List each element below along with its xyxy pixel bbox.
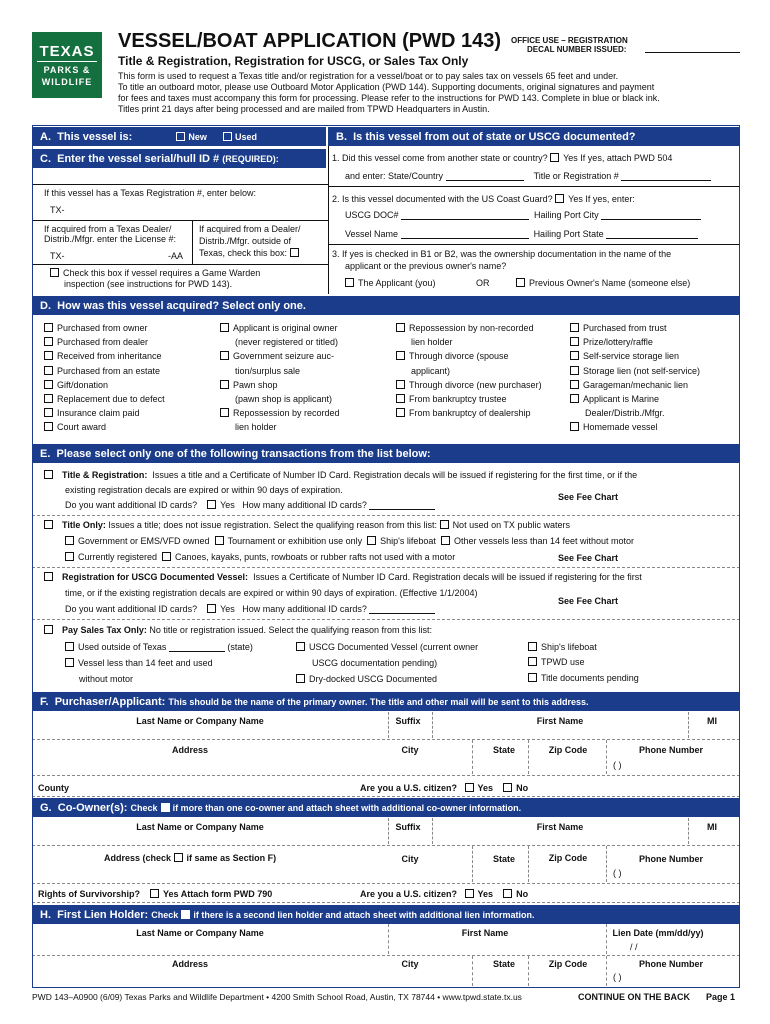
title-pending-label: Title documents pending <box>541 673 639 683</box>
out-dealer-2: Distrib./Mfgr. outside of <box>199 236 292 246</box>
g-citizen-label: Are you a U.S. citizen? <box>360 889 458 899</box>
g-last-name-label: Last Name or Company Name <box>136 822 264 832</box>
acquired-option-label: lien holder <box>411 337 453 348</box>
b-q2-text: 2. Is this vessel documented with the US Coast Guard? <box>332 194 553 204</box>
h-lien-date-label: Lien Date (mm/dd/yy) <box>612 928 704 938</box>
intro-line: To title an outboard motor, please use Outboard Motor Application (PWD 144). Supporting documents, original signatures and payment <box>118 82 655 92</box>
st-uscg-label: USCG Documented Vessel (current owner <box>309 642 479 652</box>
section-label: Please select only one of the following transactions from the list below: <box>56 447 431 460</box>
section-label: Co-Owner(s): <box>57 801 128 814</box>
tr-fee-chart: See Fee Chart <box>558 492 619 502</box>
section-note: if more than one co-owner and attach sheet with additional co-owner information. <box>172 802 522 813</box>
acquired-option-label: Insurance claim paid <box>57 408 140 419</box>
acquired-option-label: Self-service storage lien <box>583 351 680 362</box>
acquired-option-label: Purchased from dealer <box>57 337 149 348</box>
uscg-doc-label: USCG DOC# <box>345 210 399 220</box>
g-zip-label: Zip Code <box>548 853 588 863</box>
h-zip-label: Zip Code <box>548 959 588 969</box>
section-letter: A. <box>40 130 51 143</box>
acquired-option-label: Received from inheritance <box>57 351 162 362</box>
b-q1-text: 1. Did this vessel come from another state or country? <box>332 153 548 163</box>
g-address-label: Address (check <box>104 853 172 863</box>
acquired-option-label: Repossession by non-recorded <box>409 323 534 333</box>
acquired-option-label: Through divorce (new purchaser) <box>409 379 542 390</box>
out-dealer-1: If acquired from a Dealer/ <box>199 224 301 234</box>
acquired-option-label: Repossession by recorded <box>233 408 340 419</box>
section-label: Purchaser/Applicant: <box>54 695 166 708</box>
tx-prefix: TX- <box>50 205 65 215</box>
g-state-label: State <box>492 854 515 864</box>
section-label: How was this vessel acquired? Select only one. <box>57 299 306 312</box>
f-last-name-label: Last Name or Company Name <box>136 716 264 726</box>
acquired-option-label: Government seizure auc- <box>233 351 335 362</box>
title-registration-label: Title & Registration: <box>62 470 148 480</box>
f-yes-label: Yes <box>477 783 494 793</box>
st-less-14-2: without motor <box>79 674 134 684</box>
b-q1-title-text: Title or Registration # <box>533 171 619 181</box>
b-q3-line-1: 3. If yes is checked in B1 or B2, was the ownership documentation in the name of the <box>332 249 672 259</box>
section-note: This should be the name of the primary owner. The title and other mail will be sent to this address. <box>168 696 589 707</box>
section-label: Enter the vessel serial/hull ID # <box>57 152 220 165</box>
section-letter: C. <box>40 152 51 165</box>
section-label: This vessel is: <box>57 130 133 143</box>
logo-line2: PARKS & <box>43 65 91 75</box>
f-phone-label: Phone Number <box>638 745 703 755</box>
applicant-label: The Applicant (you) <box>358 278 436 288</box>
uscg-fee-chart: See Fee Chart <box>558 596 619 606</box>
section-letter: H. <box>40 908 51 921</box>
state-paren-label: (state) <box>227 642 253 652</box>
tx-dealer-label-1: If acquired from a Texas Dealer/ <box>44 224 172 234</box>
office-line1: OFFICE USE – REGISTRATION <box>511 36 628 45</box>
uscg-id-question: Do you want additional ID cards? <box>65 604 198 614</box>
aa-suffix: -AA <box>168 251 184 261</box>
g-phone-field[interactable]: ( ) <box>613 868 622 878</box>
acquired-option-label: From bankruptcy trustee <box>409 393 507 404</box>
other-vessel-label: Other vessels less than 14 feet without motor <box>453 536 635 546</box>
f-citizen-label: Are you a U.S. citizen? <box>360 783 458 793</box>
form-subtitle: Title & Registration, Registration for USCG, or Sales Tax Only <box>118 54 469 68</box>
uscg-text: Issues a Certificate of Number ID Card. Registration decals will be issued if registering for the first <box>253 572 642 582</box>
st-uscg-2: USCG documentation pending) <box>312 658 438 668</box>
section-letter: G. <box>40 801 52 814</box>
acquired-option-label: Purchased from trust <box>583 323 667 333</box>
f-city-label: City <box>401 745 419 755</box>
canoes-label: Canoes, kayaks, punts, rowboats or rubber rafts not used with a motor <box>175 552 456 562</box>
id-question: Do you want additional ID cards? <box>65 500 198 510</box>
uscg-label: Registration for USCG Documented Vessel: <box>62 572 249 582</box>
f-county-label: County <box>38 783 69 793</box>
h-phone-label: Phone Number <box>638 959 703 969</box>
st-lifeboat-label: Ship's lifeboat <box>541 642 597 652</box>
f-no-label: No <box>516 783 529 793</box>
f-first-name-label: First Name <box>536 716 584 726</box>
check-label: Check <box>151 909 179 920</box>
tx-prefix-2: TX- <box>50 251 65 261</box>
acquired-option-label: Dealer/Distrib./Mfgr. <box>585 408 665 419</box>
f-mi-label: MI <box>707 716 717 726</box>
decal-number-field[interactable] <box>645 52 740 53</box>
tpwd-logo <box>32 32 102 98</box>
b-q1-enter-text: and enter: State/Country <box>345 171 444 181</box>
previous-owner-label: Previous Owner's Name (someone else) <box>529 278 691 288</box>
g-address-label-2: if same as Section F) <box>186 853 277 863</box>
lifeboat-label: Ship's lifeboat <box>380 536 436 546</box>
acquired-option-label: From bankruptcy of dealership <box>409 408 531 419</box>
sales-tax-label: Pay Sales Tax Only: <box>62 625 147 635</box>
uscg-text-2: time, or if the existing registration decals are expired or within 90 days of expiration. (Effective 1/1/2004) <box>65 588 478 598</box>
b-q3-line-2: applicant or the previous owner's name? <box>345 261 507 271</box>
acquired-option-label: Garageman/mechanic lien <box>583 379 689 390</box>
g-no-label: No <box>516 889 529 899</box>
section-letter: F. <box>40 695 49 708</box>
currently-registered-label: Currently registered <box>78 552 158 562</box>
drydock-label: Dry-docked USCG Documented <box>309 674 438 684</box>
g-city-label: City <box>401 854 419 864</box>
acquired-option-label: Applicant is Marine <box>583 393 660 404</box>
acquired-option-label: Through divorce (spouse <box>409 351 509 362</box>
acquired-option-label: Pawn shop <box>233 379 278 390</box>
logo-line3: WILDLIFE <box>41 77 93 87</box>
b-q3-or: OR <box>476 278 490 288</box>
acquired-option-label: Gift/donation <box>57 379 109 390</box>
new-label: New <box>188 131 207 142</box>
tx-dealer-label-2: Distrib./Mfgr. enter the License #: <box>44 234 177 244</box>
uscg-id-yes-label: Yes <box>220 604 235 614</box>
title-registration-text: Issues a title and a Certificate of Number ID Card. Registration decals will be issued if registering for the first time, or if the <box>152 470 638 480</box>
not-tx-waters-label: Not used on TX public waters <box>452 520 570 530</box>
h-city-label: City <box>401 959 419 969</box>
h-phone-field[interactable]: ( ) <box>613 972 622 982</box>
intro-line: Titles print 21 days after being processed and are mailed from TPWD Headquarters in Austin. <box>118 104 490 114</box>
to-fee-chart: See Fee Chart <box>558 553 619 563</box>
section-letter: B. <box>336 130 347 143</box>
tx-reg-label: If this vessel has a Texas Registration #, enter below: <box>44 188 256 198</box>
acquired-option-label: (pawn shop is applicant) <box>235 393 333 404</box>
used-label: Used <box>234 131 257 142</box>
hailing-city-label: Hailing Port City <box>534 210 599 220</box>
acquired-option-label: Storage lien (not self-service) <box>583 365 701 376</box>
f-address-label: Address <box>171 745 208 755</box>
h-lien-date-field[interactable]: / / <box>630 942 638 952</box>
warden-text-1: Check this box if vessel requires a Game Warden <box>63 268 261 278</box>
f-state-label: State <box>492 745 515 755</box>
out-dealer-3-text: Texas, check this box: <box>199 248 288 258</box>
f-phone-field[interactable]: ( ) <box>613 760 622 770</box>
gov-ems-label: Government or EMS/VFD owned <box>78 536 210 546</box>
rights-label: Rights of Survivorship? <box>38 889 141 899</box>
intro-line: This form is used to request a Texas title and/or registration for a vessel/boat or to pay sales tax on vessels 65 feet and under. <box>118 71 619 81</box>
acquired-option-label: Purchased from owner <box>57 323 148 333</box>
required-label: (REQUIRED): <box>222 153 279 164</box>
uscg-id-many-label: How many additional ID cards? <box>242 604 367 614</box>
g-suffix-label: Suffix <box>395 822 421 832</box>
rights-yes-label: Yes Attach form PWD 790 <box>163 889 273 899</box>
title-only-label: Title Only: <box>62 520 106 530</box>
footer-text: PWD 143–A0900 (6/09) Texas Parks and Wildlife Department • 4200 Smith School Road, Austin, TX 78744 • www.tpwd.state.tx.us <box>32 992 522 1002</box>
id-yes-label: Yes <box>220 500 235 510</box>
h-address-label: Address <box>171 959 208 969</box>
office-line2: DECAL NUMBER ISSUED: <box>527 45 627 54</box>
acquired-option-label: Court award <box>57 422 107 433</box>
acquired-option-label: applicant) <box>411 365 451 376</box>
warden-line-2: inspection (see instructions for PWD 143). <box>64 279 233 289</box>
section-label: First Lien Holder: <box>57 908 149 921</box>
vessel-name-label: Vessel Name <box>345 229 399 239</box>
intro-text <box>118 71 738 115</box>
section-label: Is this vessel from out of state or USCG documented? <box>353 130 636 143</box>
acquired-option-label: Prize/lottery/raffle <box>583 337 653 348</box>
acquired-option-label: Applicant is original owner <box>233 323 338 333</box>
f-zip-label: Zip Code <box>548 745 588 755</box>
logo-line1: TEXAS <box>37 43 97 62</box>
tournament-label: Tournament or exhibition use only <box>227 536 363 546</box>
acquired-option-label: lien holder <box>235 422 277 433</box>
section-note: if there is a second lien holder and attach sheet with additional lien information. <box>193 909 535 920</box>
g-phone-label: Phone Number <box>638 854 703 864</box>
acquired-option-label: Replacement due to defect <box>57 393 165 404</box>
acquired-option-label: Purchased from an estate <box>57 365 161 376</box>
b-q2-yes-label: Yes If yes, enter: <box>568 194 635 204</box>
g-first-name-label: First Name <box>536 822 584 832</box>
acquired-option-label: (never registered or titled) <box>235 337 339 348</box>
h-first-name-label: First Name <box>461 928 509 938</box>
title-only-text: Issues a title; does not issue registration. Select the qualifying reason from this list: <box>108 520 438 530</box>
tr-text-2: existing registration decals are expired or within 90 days of expiration. <box>65 485 343 495</box>
form-frame <box>32 125 740 988</box>
office-use-label <box>511 36 628 54</box>
check-label: Check <box>130 802 158 813</box>
sales-tax-text: No title or registration issued. Select the qualifying reason from this list: <box>149 625 433 635</box>
hailing-state-label: Hailing Port State <box>533 229 604 239</box>
acquired-option-label: tion/surplus sale <box>235 365 301 376</box>
b-q1-yes-label: Yes If yes, attach PWD 504 <box>563 153 673 163</box>
form-title: VESSEL/BOAT APPLICATION (PWD 143) <box>118 30 501 52</box>
page-number: Page 1 <box>706 992 736 1002</box>
intro-line: for fees and taxes must accompany this form for processing. Please refer to the instructions for PWD 143. Complete in blue or black ink. <box>118 93 660 103</box>
h-last-name-label: Last Name or Company Name <box>136 928 264 938</box>
g-mi-label: MI <box>707 822 717 832</box>
acquired-option-label: Homemade vessel <box>583 422 658 433</box>
continue-label: CONTINUE ON THE BACK <box>578 992 690 1002</box>
g-yes-label: Yes <box>477 889 494 899</box>
used-outside-label: Used outside of Texas <box>78 642 167 652</box>
section-letter: D. <box>40 299 51 312</box>
id-many-label: How many additional ID cards? <box>242 500 367 510</box>
less-14-label: Vessel less than 14 feet and used <box>78 658 213 668</box>
h-state-label: State <box>492 959 515 969</box>
tpwd-use-label: TPWD use <box>541 657 585 667</box>
section-letter: E. <box>40 447 51 460</box>
f-suffix-label: Suffix <box>395 716 421 726</box>
